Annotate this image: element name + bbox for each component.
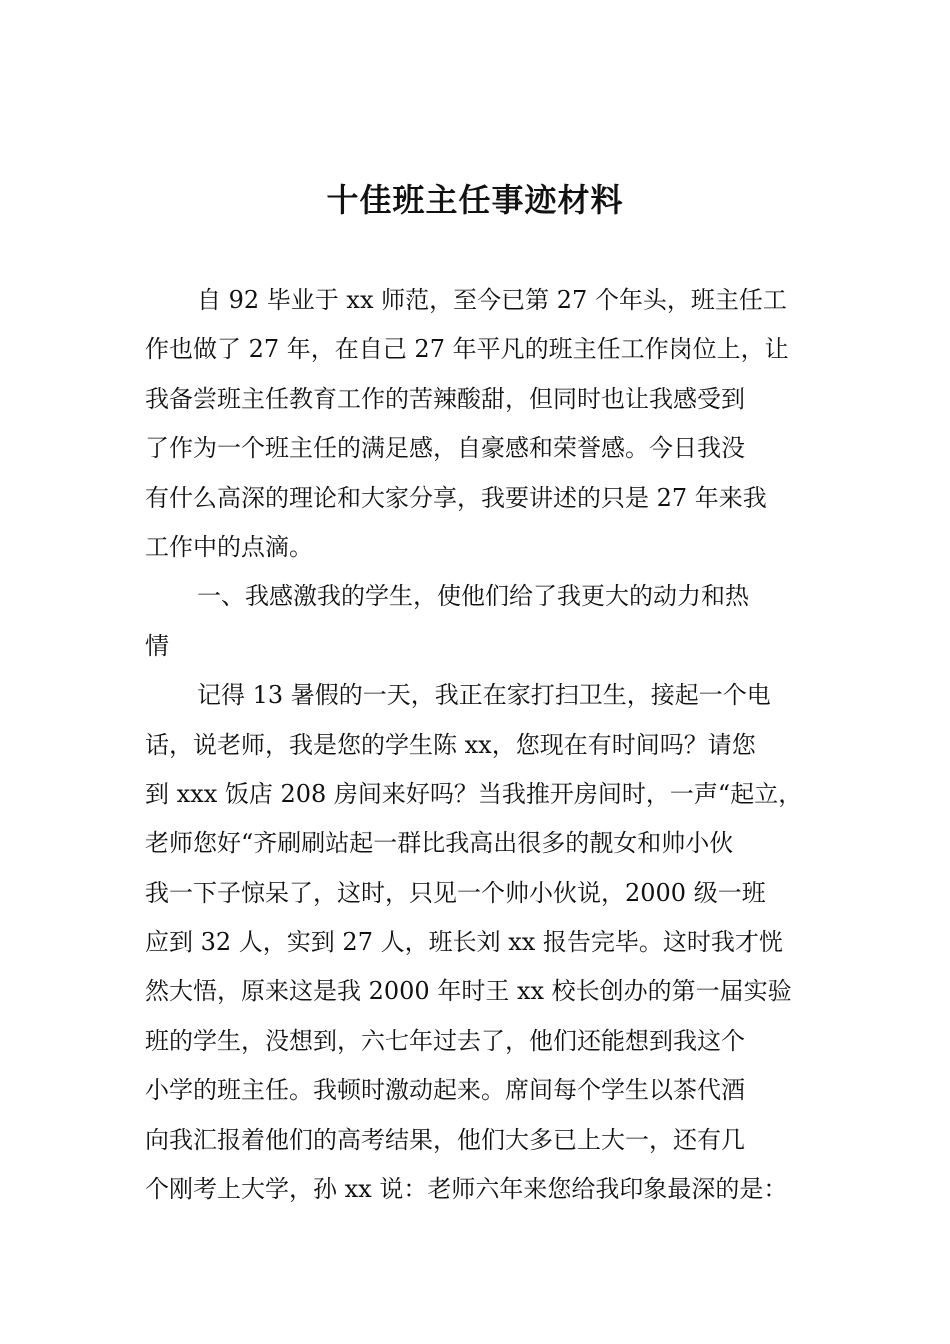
paragraph-line: 自 92 毕业于 xx 师范，至今已第 27 个年头，班主任工 (197, 286, 787, 314)
paragraph-line: 向我汇报着他们的高考结果，他们大多已上大一，还有几 (145, 1125, 745, 1154)
section-heading-line: 一、我感激我的学生，使他们给了我更大的动力和热 (197, 582, 749, 611)
paragraph-line: 我一下子惊呆了，这时，只见一个帅小伙说，2000 级一班 (145, 878, 766, 907)
paragraph-line: 应到 32 人，实到 27 人，班长刘 xx 报告完毕。这时我才恍 (145, 928, 783, 957)
paragraph-line: 老师您好“齐刷刷站起一群比我高出很多的靓女和帅小伙 (145, 829, 734, 858)
paragraph-line: 到 xxx 饭店 208 房间来好吗？当我推开房间时，一声“起立， (145, 779, 803, 808)
paragraph-line: 我备尝班主任教育工作的苦辣酸甜，但同时也让我感受到 (145, 384, 745, 413)
paragraph-line: 作也做了 27 年，在自己 27 年平凡的班主任工作岗位上，让 (145, 335, 789, 364)
document-title: 十佳班主任事迹材料 (326, 181, 624, 219)
paragraph-line: 班的学生，没想到，六七年过去了，他们还能想到我这个 (145, 1026, 745, 1055)
paragraph-line: 有什么高深的理论和大家分享，我要讲述的只是 27 年来我 (145, 483, 767, 512)
paragraph-line: 话，说老师，我是您的学生陈 xx，您现在有时间吗？请您 (145, 730, 756, 759)
paragraph-line: 工作中的点滴。 (145, 532, 313, 561)
paragraph-line: 记得 13 暑假的一天，我正在家打扫卫生，接起一个电 (197, 681, 771, 710)
document-body (145, 276, 825, 1214)
paragraph-line: 了作为一个班主任的满足感，自豪感和荣誉感。今日我没 (145, 434, 745, 463)
paragraph-line: 小学的班主任。我顿时激动起来。席间每个学生以茶代酒 (145, 1076, 745, 1105)
paragraph-line: 个刚考上大学，孙 xx 说：老师六年来您给我印象最深的是： (145, 1175, 788, 1204)
paragraph-line: 然大悟，原来这是我 2000 年时王 xx 校长创办的第一届实验 (145, 977, 792, 1006)
section-heading-line: 情 (145, 631, 169, 660)
